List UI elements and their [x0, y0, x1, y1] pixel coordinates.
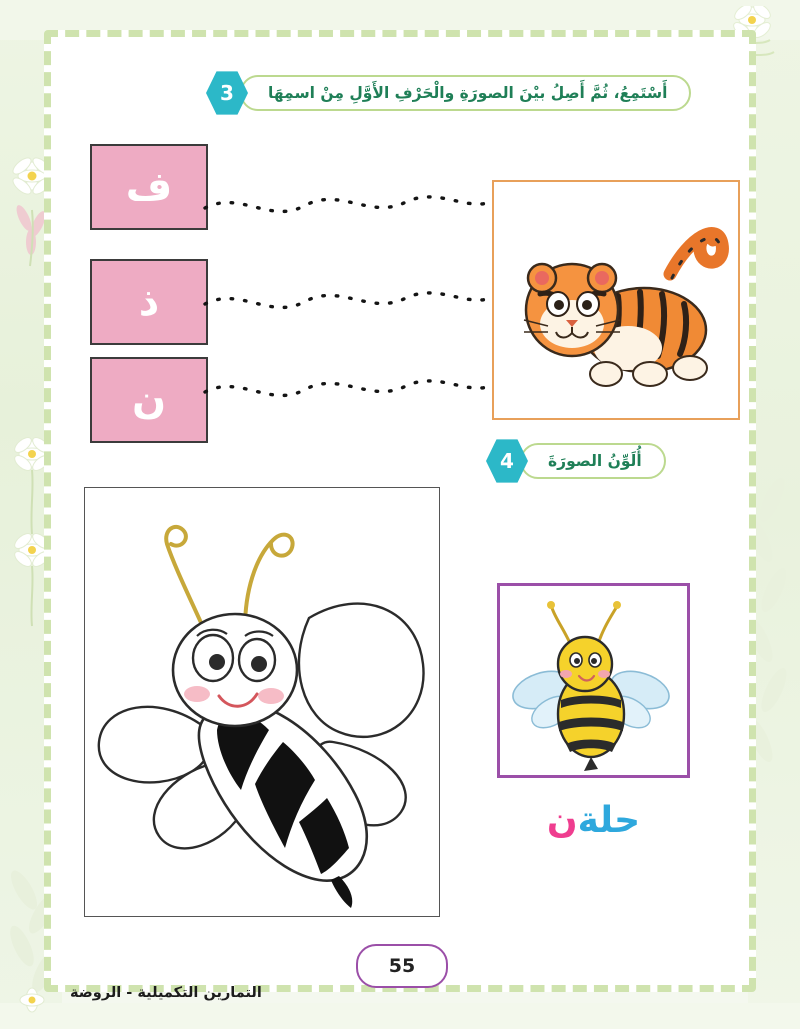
tiger-illustration [494, 182, 738, 418]
footer-title: التمارين التكميلية - الروضة [70, 985, 262, 1001]
dotted-connector-paths[interactable] [200, 170, 500, 430]
tiger-image-box [492, 180, 740, 420]
dotted-path-3 [205, 381, 496, 396]
letter-card-noon-glyph: ن [131, 377, 167, 423]
letter-card-noon[interactable] [90, 357, 208, 443]
page-number-text: 55 [388, 955, 416, 977]
exercise-4-instruction-pill [520, 443, 666, 479]
bee-outline-image-box [84, 487, 440, 917]
exercise-4-number: 4 [500, 449, 514, 473]
word-rest: حلة [577, 800, 641, 841]
word-highlight-letter: ن [546, 800, 578, 841]
colored-bee-image-box [497, 583, 690, 778]
dotted-path-1 [205, 197, 496, 212]
bottom-margin-decoration [0, 1003, 800, 1029]
exercise-3-banner [206, 74, 691, 112]
bee-coloring-outline [87, 488, 439, 914]
exercise-3-instruction-pill [240, 75, 691, 111]
exercise-3-number-badge [206, 70, 248, 116]
letter-card-dhal-glyph: ذ [138, 279, 160, 325]
exercise-4-instruction-text: أُلَوِّنُ الصورَةَ [548, 452, 642, 470]
exercise-3-number: 3 [220, 81, 234, 105]
letter-card-fa[interactable] [90, 144, 208, 230]
word-label-nahla [497, 800, 690, 841]
colored-bee-illustration [500, 586, 687, 775]
exercise-4-number-badge [486, 438, 528, 484]
exercise-3-instruction-text: أَسْتَمِعُ، ثُمَّ أَصِلُ بيْنَ الصورَةِ والْحَرْفِ الأَوَّلِ مِنْ اسمِهَا [268, 84, 668, 102]
letter-card-fa-glyph: ف [125, 164, 173, 210]
page-number [356, 944, 448, 988]
dotted-path-2 [205, 293, 496, 308]
exercise-4-banner [486, 442, 666, 480]
letter-card-dhal[interactable] [90, 259, 208, 345]
